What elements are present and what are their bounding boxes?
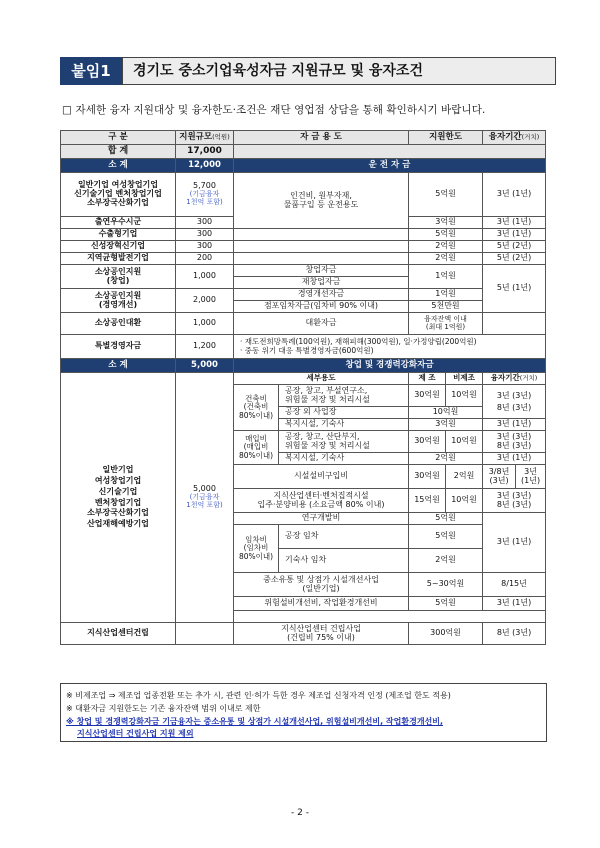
page-number: - 2 - bbox=[291, 808, 309, 818]
table-row: 건축비 (건축비 80%이내) 공장, 창고, 부설연구소, 위험물 저장 및 처리시설 30억원 10억원 3년 (3년) 8년 (3년) bbox=[61, 385, 546, 407]
loan-conditions-table: 구 분 지원규모(억원) 자 금 용 도 지원한도 융자기간(거치) 합 계 17,000 소 계 12,000 운 전 자 금 일반기업 여성창업기업 신기술기업 벤처창업기업 소부장국산화기업 5,700 (기금융자 1천억 포함) 인건비, 원부자재, 물품구입 등 운전용도 5억원 3년 (1년) 출연우수시군 300 3억원 3년 (1년) 수출형기업 300 5억원 3년 (1년) 신성장혁신기업 300 2억원 5년 (2년) 지역균형발전기업 200 2억원 5년 (2년) 소상공인지원 (창업) 1,000 창업자금 1억원 5년 (1년) 재창업자금 소상공인지원 (경영개선) 2,000 경영개선자금 1억원 점포임차자금(임차비 90% 이내) 5천만원 소상공인대환 1,000 대환자금 융자잔액 이내 (최대 1억원) 특별경영자금 1,200 · 재도전희망특례(100억원), 재해피해(300억원), 일·가정양립(200억원) · 중동 위기 대응 특별경영자금(600억원) 소 계 5,000 창업 및 경쟁력강화자금 일반기업 여성창업기업 신기술기업 벤처창업기업 소부장국산화기업 산업재해예방기업 5,000 (기금융자 1천억 포함) 세부용도 제 조 비제조 융자기간(거치) 건축비 (건축비 80%이내) 공장, 창고, 부설연구소, 위험물 저장 및 처리시설 30억원 10억원 3년 (3년) 8년 (3년) 공장 외 사업장 10억원 복지시설, 기숙사 3억원 3년 (1년) 매입비 (매입비 80%이내) 공장, 창고, 산단부지, 위험물 저장 및 처리시설 30억원 10억원 3년 (3년) 8년 (3년) 복지시설, 기숙사 2억원 3년 (1년) 시설설비구입비 30억원 2억원 3/8년 (3년) 3년 (1년) 지식산업센터·벤처집적시설 입주·분양비용 (소요금액 80% 이내) 15억원 10억원 3년 (3년) 8년 (3년) 연구개발비 5억원 3년 (1년) 임차비 (임차비 80%이내) 공장 임차 5억원 기숙사 임차 2억원 중소유통 및 상점가 시설개선사업 (일반기업) 5~30억원 8/15년 위험설비개선비, 작업환경개선비 5억원 3년 (1년) 지식산업센터건립 지식산업센터 건립사업 (건립비 75% 이내) 300억원 8년 (3년) bbox=[60, 130, 545, 645]
table-row: 소상공인지원 (창업) 1,000 창업자금 1억원 5년 (1년) bbox=[61, 265, 546, 277]
total-row: 합 계 17,000 bbox=[61, 145, 546, 159]
table-row: 임차비 (임차비 80%이내) 공장 임차 5억원 bbox=[61, 525, 546, 537]
annex-badge: 붙임1 bbox=[60, 57, 122, 85]
col-category: 구 분 bbox=[61, 131, 176, 145]
table-row: 특별경영자금 1,200 · 재도전희망특례(100억원), 재해피해(300억원), 일·가정양립(200억원) · 중동 위기 대응 특별경영자금(600억원) bbox=[61, 335, 546, 359]
footnotes-box bbox=[60, 683, 547, 742]
table-row: 시설설비구입비 30억원 2억원 3/8년 (3년) 3년 (1년) bbox=[61, 465, 546, 489]
footnote-3-cont: 지식산업센터 건립사업 지원 제외 bbox=[77, 729, 194, 738]
annex-header bbox=[60, 57, 544, 85]
facility-subtotal-row: 소 계 5,000 창업 및 경쟁력강화자금 bbox=[61, 359, 546, 373]
col-use: 자 금 용 도 bbox=[234, 131, 409, 145]
annex-title: 경기도 중소기업육성자금 지원규모 및 융자조건 bbox=[122, 57, 556, 85]
footnote-3: ※ 창업 및 경쟁력강화자금 기금융자는 중소유통 및 상점가 시설개선사업, 위험설비개선비, 작업환경개선비, bbox=[66, 717, 444, 726]
table-row: 소상공인대환 1,000 대환자금 융자잔액 이내 (최대 1억원) bbox=[61, 313, 546, 335]
table-header-row bbox=[61, 131, 546, 145]
table-row: 출연우수시군 300 3억원 3년 (1년) bbox=[61, 217, 546, 229]
table-row: 지역균형발전기업 200 2억원 5년 (2년) bbox=[61, 253, 546, 265]
table-row: 신성장혁신기업 300 2억원 5년 (2년) bbox=[61, 241, 546, 253]
table-row: 중소유통 및 상점가 시설개선사업 (일반기업) 5~30억원 8/15년 bbox=[61, 573, 546, 597]
footnote-2: ※ 대환자금 지원한도는 기존 융자잔액 범위 이내로 제한 bbox=[66, 704, 261, 713]
table-row: 수출형기업 300 5억원 3년 (1년) bbox=[61, 229, 546, 241]
operating-subtotal-row: 소 계 12,000 운 전 자 금 bbox=[61, 159, 546, 173]
col-term: 융자기간(거치) bbox=[483, 131, 546, 145]
col-limit: 지원한도 bbox=[409, 131, 483, 145]
table-row: 지식산업센터건립 지식산업센터 건립사업 (건립비 75% 이내) 300억원 8년 (3년) bbox=[61, 623, 546, 645]
table-row: 연구개발비 5억원 3년 (1년) bbox=[61, 513, 546, 525]
col-amount: 지원규모(억원) bbox=[176, 131, 234, 145]
consultation-note: □ 자세한 융자 지원대상 및 융자한도·조건은 재단 영업점 상담을 통해 확인하시기 바랍니다. bbox=[62, 104, 486, 116]
table-row: 지식산업센터·벤처집적시설 입주·분양비용 (소요금액 80% 이내) 15억원 10억원 3년 (3년) 8년 (3년) bbox=[61, 489, 546, 513]
table-row: 일반기업 여성창업기업 신기술기업 벤처창업기업 소부장국산화기업 5,700 (기금융자 1천억 포함) 인건비, 원부자재, 물품구입 등 운전용도 5억원 3년 (1년) bbox=[61, 173, 546, 217]
facility-columns-row: 일반기업 여성창업기업 신기술기업 벤처창업기업 소부장국산화기업 산업재해예방기업 5,000 (기금융자 1천억 포함) 세부용도 제 조 비제조 융자기간(거치) bbox=[61, 373, 546, 385]
footnote-1: ※ 비제조업 ⇒ 제조업 업종전환 또는 추가 시, 관련 인·허가 득한 경우 제조업 신청자격 인정 (제조업 한도 적용) bbox=[66, 691, 451, 700]
table-row: 소상공인지원 (경영개선) 2,000 경영개선자금 1억원 bbox=[61, 289, 546, 301]
table-row: 매입비 (매입비 80%이내) 공장, 창고, 산단부지, 위험물 저장 및 처리시설 30억원 10억원 3년 (3년) 8년 (3년) bbox=[61, 431, 546, 453]
table-row: 위험설비개선비, 작업환경개선비 5억원 3년 (1년) bbox=[61, 597, 546, 611]
